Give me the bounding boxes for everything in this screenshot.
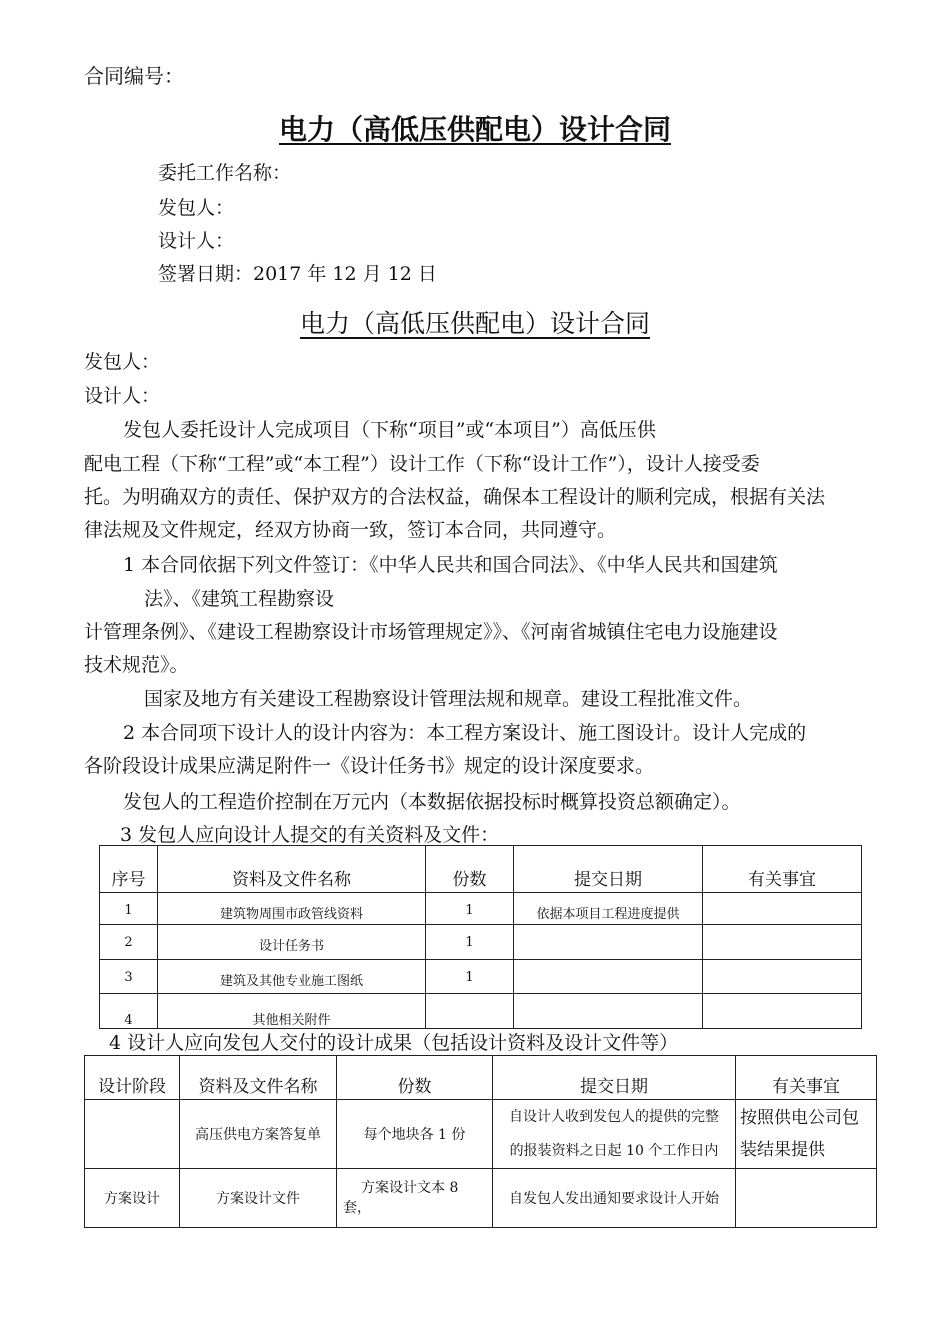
t2-r2-date: 自发包人发出通知要求设计人开始 bbox=[493, 1169, 736, 1228]
t2-r2-copies bbox=[337, 1169, 493, 1228]
submitted-documents-table bbox=[99, 845, 862, 1029]
cover-sign-date: 签署日期：2017 年 12 月 12 日 bbox=[158, 263, 437, 285]
t2-r1-matters-line1: 按照供电公司包 bbox=[740, 1108, 859, 1128]
t2-r1-stage bbox=[85, 1100, 180, 1169]
clause2-line-1: 2 本合同项下设计人的设计内容为：本工程方案设计、施工图设计。设计人完成的 bbox=[123, 722, 807, 744]
t2-r1-date bbox=[493, 1100, 736, 1169]
intro-line-2: 配电工程（下称“工程”或“本工程”）设计工作（下称“设计工作”），设计人接受委 bbox=[84, 453, 760, 475]
clause3-title: 3 发包人应向设计人提交的有关资料及文件： bbox=[120, 824, 500, 846]
t1-r3-no: 3 bbox=[100, 960, 158, 994]
t2-r2-stage: 方案设计 bbox=[85, 1169, 180, 1228]
t2-r2-copies-line1: 方案设计文本 8 bbox=[361, 1180, 459, 1196]
t2-header-date: 提交日期 bbox=[493, 1056, 736, 1100]
t2-header-copies: 份数 bbox=[337, 1056, 493, 1100]
clause1-line-1: 1 本合同依据下列文件签订：《中华人民共和国合同法》、《中华人民共和国建筑 bbox=[123, 554, 778, 576]
t1-r4-name: 其他相关附件 bbox=[158, 994, 426, 1029]
t1-header-date: 提交日期 bbox=[514, 846, 703, 893]
t1-r4-no: 4 bbox=[100, 994, 158, 1029]
t1-r1-date: 依据本项目工程进度提供 bbox=[514, 893, 703, 925]
t1-header-matters: 有关事宜 bbox=[703, 846, 862, 893]
t1-r1-matters bbox=[703, 893, 862, 925]
t1-r4-copies bbox=[426, 994, 514, 1029]
clause1-line-2: 法》、《建筑工程勘察设 bbox=[144, 588, 335, 610]
t2-header-name: 资料及文件名称 bbox=[180, 1056, 337, 1100]
intro-line-1: 发包人委托设计人完成项目（下称“项目”或“本项目”）高低压供 bbox=[123, 419, 656, 441]
clause4-title: 4 设计人应向发包人交付的设计成果（包括设计资料及设计文件等） bbox=[109, 1032, 679, 1054]
body-title: 电力（高低压供配电）设计合同 bbox=[299, 309, 650, 338]
contract-number-label: 合同编号： bbox=[84, 64, 184, 88]
party-employer: 发包人： bbox=[84, 351, 161, 373]
clause2-line-2: 各阶段设计成果应满足附件一《设计任务书》规定的设计深度要求。 bbox=[84, 755, 655, 777]
clause1-line-4: 技术规范》。 bbox=[84, 654, 189, 676]
t1-r2-name: 设计任务书 bbox=[158, 925, 426, 960]
t2-r1-copies: 每个地块各 1 份 bbox=[337, 1100, 493, 1169]
cover-designer: 设计人： bbox=[158, 230, 235, 252]
design-deliverables-table bbox=[84, 1055, 877, 1228]
t2-r1-date-line2: 的报装资料之日起 10 个工作日内 bbox=[509, 1143, 719, 1159]
cover-task-name: 委托工作名称： bbox=[158, 162, 292, 184]
t1-r3-copies: 1 bbox=[426, 960, 514, 994]
t2-r1-matters-line2: 装结果提供 bbox=[740, 1140, 825, 1160]
t2-r2-matters bbox=[736, 1169, 877, 1228]
t1-r3-matters bbox=[703, 960, 862, 994]
cover-employer: 发包人： bbox=[158, 197, 235, 219]
t1-header-copies: 份数 bbox=[426, 846, 514, 893]
intro-line-3: 托。为明确双方的责任、保护双方的合法权益，确保本工程设计的顺利完成，根据有关法 bbox=[84, 486, 826, 508]
t1-r1-name: 建筑物周围市政管线资料 bbox=[158, 893, 426, 925]
main-title: 电力（高低压供配电）设计合同 bbox=[278, 113, 671, 146]
t2-r2-name: 方案设计文件 bbox=[180, 1169, 337, 1228]
t2-header-matters: 有关事宜 bbox=[736, 1056, 877, 1100]
party-designer: 设计人： bbox=[84, 385, 161, 407]
t1-r1-copies: 1 bbox=[426, 893, 514, 925]
t1-r3-name: 建筑及其他专业施工图纸 bbox=[158, 960, 426, 994]
t2-r1-date-line1: 自设计人收到发包人的提供的完整 bbox=[509, 1109, 719, 1125]
t2-r1-matters bbox=[736, 1100, 877, 1169]
t1-header-no: 序号 bbox=[100, 846, 158, 893]
clause1-line-3: 计管理条例》、《建设工程勘察设计市场管理规定》》、《河南省城镇住宅电力设施建设 bbox=[84, 621, 778, 643]
t1-r4-matters bbox=[703, 994, 862, 1029]
t1-r2-no: 2 bbox=[100, 925, 158, 960]
t1-header-name: 资料及文件名称 bbox=[158, 846, 426, 893]
clause1-line-5: 国家及地方有关建设工程勘察设计管理法规和规章。建设工程批准文件。 bbox=[144, 688, 753, 710]
t1-r4-date bbox=[514, 994, 703, 1029]
t2-r1-name: 高压供电方案答复单 bbox=[180, 1100, 337, 1169]
t1-r2-matters bbox=[703, 925, 862, 960]
intro-line-4: 律法规及文件规定，经双方协商一致，签订本合同，共同遵守。 bbox=[84, 519, 617, 541]
t1-r1-no: 1 bbox=[100, 893, 158, 925]
t2-r2-copies-line2: 套， bbox=[343, 1200, 371, 1216]
t1-r3-date bbox=[514, 960, 703, 994]
t2-header-stage: 设计阶段 bbox=[85, 1056, 180, 1100]
cost-control-line: 发包人的工程造价控制在万元内（本数据依据投标时概算投资总额确定）。 bbox=[123, 791, 741, 813]
t1-r2-date bbox=[514, 925, 703, 960]
t1-r2-copies: 1 bbox=[426, 925, 514, 960]
